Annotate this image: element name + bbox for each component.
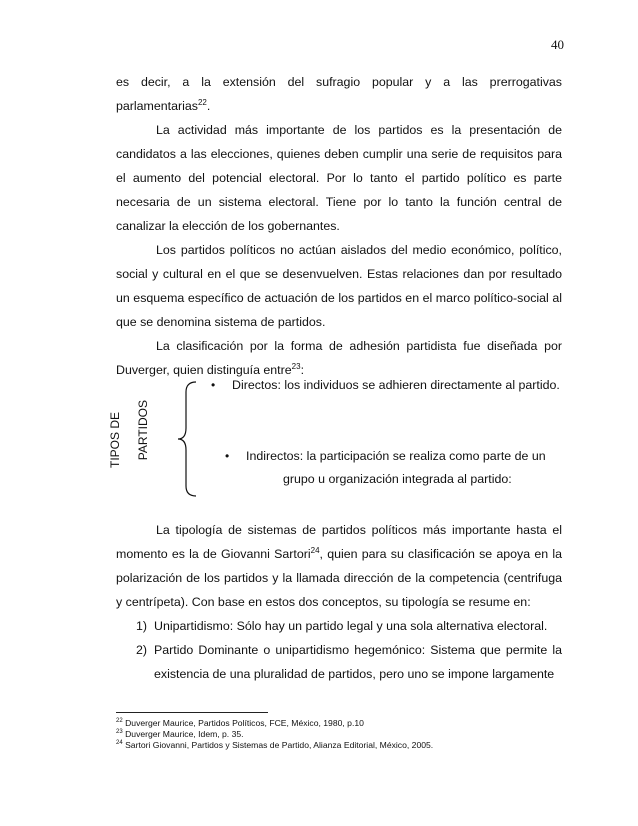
footnote-divider: [116, 712, 268, 713]
footnotes: [116, 718, 433, 751]
diagram-item-indirectos-line1: Indirectos: la participación se realiza como parte de un: [246, 449, 546, 463]
paragraph-duverger: La clasificación por la forma de adhesión partidista fue diseñada por Duverger, quien distinguía entre$^{23}$:: [116, 339, 562, 377]
footnote-ref-22: 22: [197, 97, 207, 107]
paragraph-candidatos: La actividad más importante de los partidos es la presentación de candidatos a las elecciones, quienes deben cumplir una serie de requisitos para el aumento del potencial electoral. Por lo tanto el partido político es parte necesaria de un sistema electoral. Tiene por lo tanto la función central de canalizar la elección de los gobernantes.: [116, 123, 562, 233]
curly-brace-icon: [176, 380, 200, 498]
diagram-label-tipos-de: TIPOS DE: [108, 412, 122, 469]
list-item: 1) Unipartidismo: Sólo hay un partido legal y una sola alternativa electoral.: [136, 619, 548, 633]
diagram-item-indirectos-line2: grupo u organización integrada al partido:: [283, 472, 512, 486]
bullet-icon: •: [225, 449, 230, 463]
footnote-24: $^{24}$ Sartori Giovanni, Partidos y Sistemas de Partido, Alianza Editorial, México, 2005.: [116, 740, 434, 750]
paragraph-continuation: es decir, a la extensión del sufragio popular y a las prerrogativas parlamentarias$^{22}$.: [116, 75, 562, 113]
paragraph-sartori: La tipología de sistemas de partidos políticos más importante hasta el momento es la de Giovanni Sartori$^{24}$, quien para su clasificación se apoya en la polarización de los partidos y la llamada dirección de la competencia (centrifuga y centrípeta). Con base en estos dos conceptos, su tipología se resume en:: [116, 523, 562, 609]
body-text-top: [116, 70, 562, 382]
typology-list: [116, 614, 562, 686]
diagram-label-partidos: PARTIDOS: [136, 400, 150, 461]
page-number: 40: [551, 37, 564, 52]
footnote-ref-24: 24: [310, 545, 320, 555]
list-item: 2) Partido Dominante o unipartidismo hegemónico: Sistema que permite la existencia de una pluralidad de partidos, pero uno se impone largamente: [136, 643, 562, 681]
bullet-icon: •: [211, 378, 216, 392]
diagram-item-directos: Directos: los individuos se adhieren directamente al partido.: [232, 378, 560, 392]
body-text-bottom: [116, 518, 562, 686]
footnote-ref-23: 23: [291, 361, 301, 371]
footnote-23: $^{23}$ Duverger Maurice, Idem, p. 35.: [116, 729, 244, 739]
paragraph-sistema-de-partidos: Los partidos políticos no actúan aislados del medio económico, político, social y cultural en el que se desenvuelven. Estas relaciones dan por resultado un esquema específico de actuación de los partidos en el marco político-social al que se denomina sistema de partidos.: [116, 243, 562, 329]
footnote-22: $^{22}$ Duverger Maurice, Partidos Políticos, FCE, México, 1980, p.10: [116, 718, 364, 728]
